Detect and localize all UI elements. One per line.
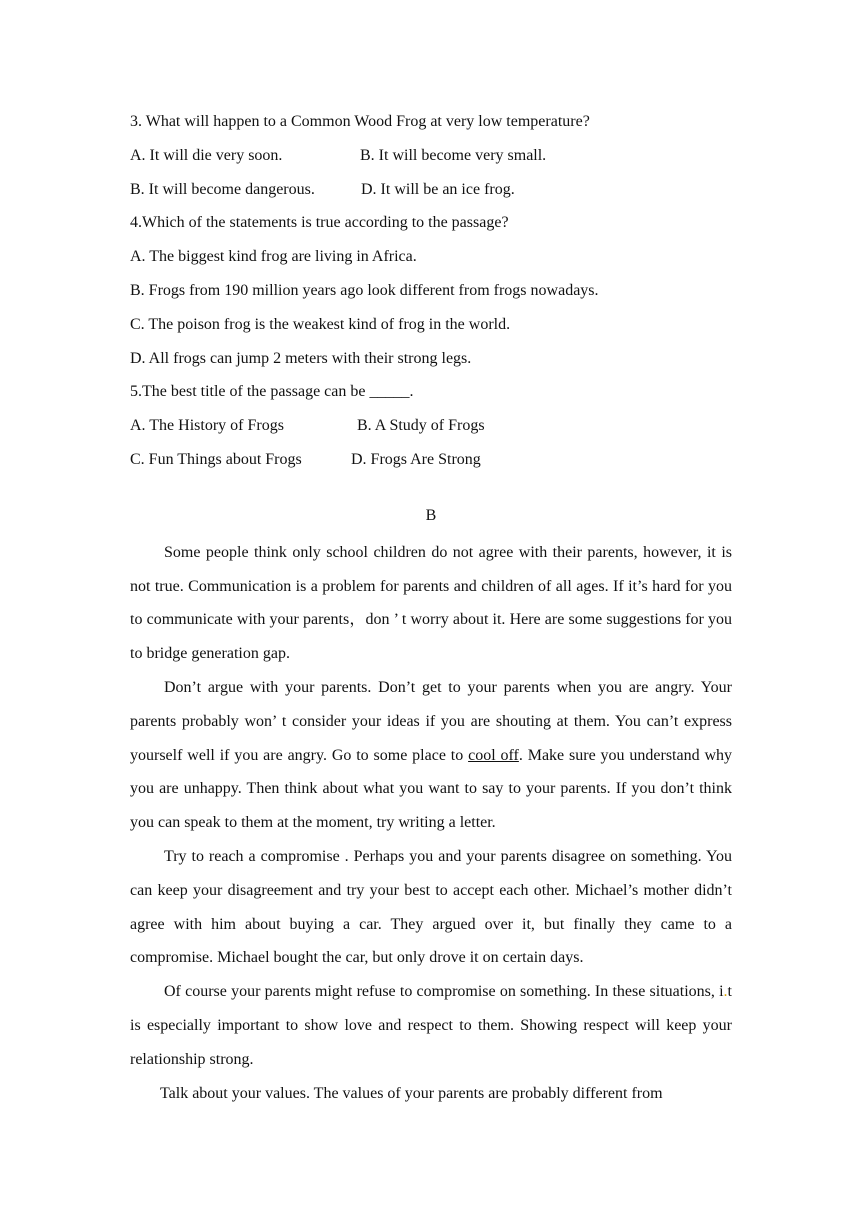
- q3-stem: 3. What will happen to a Common Wood Frog at very low temperature?: [130, 113, 590, 130]
- document-page: [130, 108, 732, 1110]
- highlight-dot: .: [723, 983, 728, 1001]
- q3-options-row1: [130, 142, 732, 176]
- q4-stem: 4.Which of the statements is true according to the passage?: [130, 214, 509, 232]
- q3-option-b: B. It will become very small.: [360, 146, 547, 164]
- q4-option-d: D. All frogs can jump 2 meters with their strong legs.: [130, 349, 472, 367]
- paragraph-3: Try to reach a compromise . Perhaps you and your parents disagree on something. You can keep your disagreement and try your best to accept each other. Michael’s mother didn’t agree with him about buying a car. They argued over it, but finally they came to a compromise. Michael bought the car, but only drove it on certain days.: [130, 847, 732, 967]
- paragraph-5: Talk about your values. The values of your parents are probably different from: [160, 1084, 663, 1102]
- section-b-heading: B: [425, 506, 437, 524]
- underlined-phrase: cool off: [468, 746, 519, 764]
- paragraph-2-text-start: Don’t argue with your parents. Don’t get to your parents when you are angry. Your parents probably won’ t consider your ideas if you are shouting at them. You can’t express yourself well if you are angry. Go to some place to: [130, 678, 732, 764]
- q5-option-b: B. A Study of Frogs: [357, 417, 485, 435]
- q5-stem: 5.The best title of the passage can be _____.: [130, 383, 414, 401]
- q5-options-row1: [130, 412, 732, 446]
- q5-option-c: C. Fun Things about Frogs: [130, 450, 302, 468]
- q5-option-d: D. Frogs Are Strong: [351, 450, 481, 468]
- q5-option-a: A. The History of Frogs: [130, 417, 284, 435]
- q5-options-row2: [130, 446, 732, 480]
- q3-option-d: D. It will be an ice frog.: [361, 180, 515, 198]
- paragraph-4-text-start: Of course your parents might refuse to compromise on something. In these situations, i: [164, 983, 724, 1001]
- q3-options-row2: [130, 176, 732, 210]
- q4-option-b: B. Frogs from 190 million years ago look different from frogs nowadays.: [130, 281, 599, 299]
- paragraph-2-text-end: . Make sure you understand why you are unhappy. Then think about what you want to say to your parents. If you don’t think you can speak to them at the moment, try writing a letter.: [130, 746, 733, 832]
- q3-option-c: B. It will become dangerous.: [130, 180, 315, 198]
- q4-option-a: A. The biggest kind frog are living in Africa.: [130, 248, 417, 266]
- q3-option-a: A. It will die very soon.: [130, 146, 283, 164]
- paragraph-4: [130, 975, 732, 1076]
- q4-option-c: C. The poison frog is the weakest kind of frog in the world.: [130, 315, 511, 333]
- paragraph-2: [130, 671, 732, 840]
- paragraph-4-text-end: t is especially important to show love and respect to them. Showing respect will keep your relationship strong.: [130, 983, 732, 1068]
- paragraph-1: Some people think only school children do not agree with their parents, however, it is not true. Communication is a problem for parents and children of all ages. If it’s hard for you to communicate with your parents，don ’ t worry about it. Here are some suggestions for you to bridge generation gap.: [130, 543, 732, 663]
